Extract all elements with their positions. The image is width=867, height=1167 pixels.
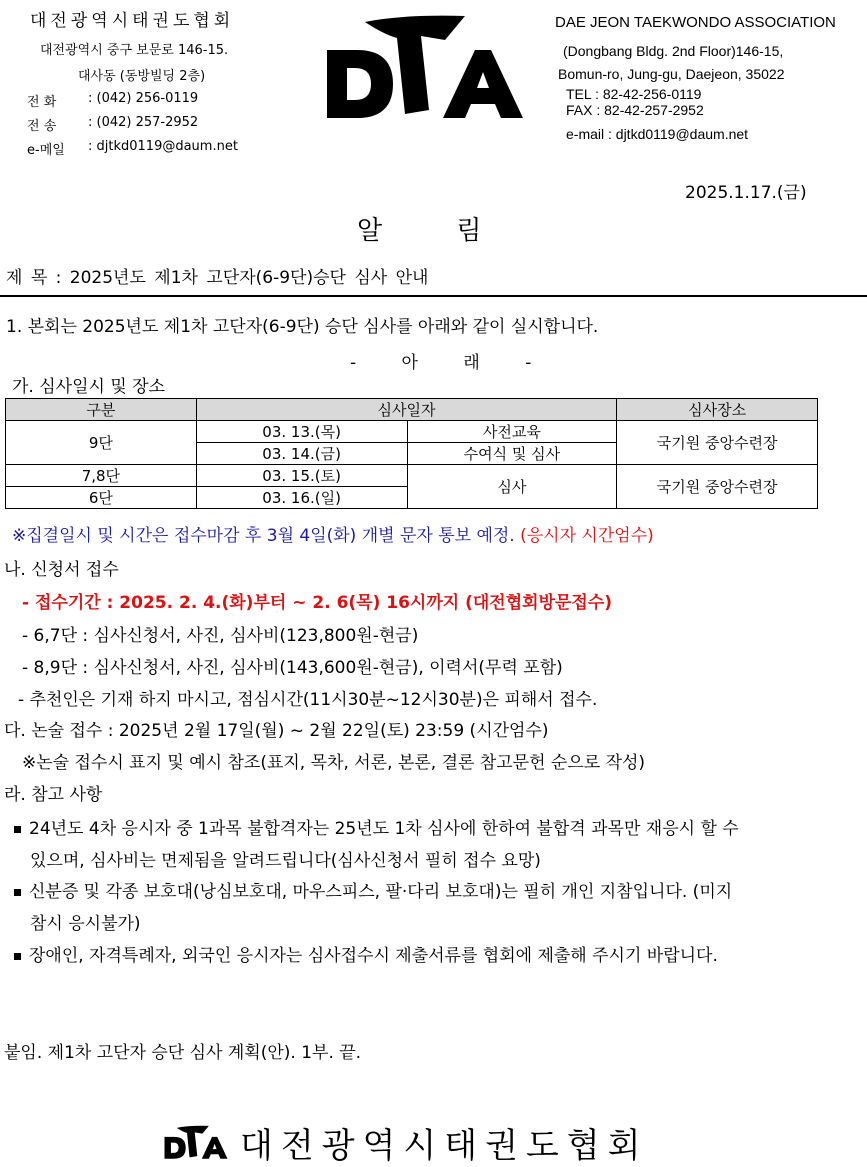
- header-venue: 심사장소: [617, 399, 818, 421]
- essay-note: ※논술 접수시 표지 및 예시 참조(표지, 목차, 서론, 본론, 결론 참고문헌 순으로 작성): [22, 753, 646, 773]
- bullet-icon: [14, 826, 21, 833]
- attachment-line: 붙임. 제1차 고단자 승단 심사 계획(안). 1부. 끝.: [4, 1043, 362, 1063]
- org-name-kr: 대전광역시태권도협회: [30, 11, 235, 31]
- subject-line: 제 목 : 2025년도 제1차 고단자(6-9단)승단 심사 안내: [6, 268, 429, 288]
- event-cell: 수여식 및 심사: [407, 443, 617, 465]
- address-kr-line2: 대사동 (동방빌딩 2층): [78, 69, 206, 84]
- application-period: - 접수기간 : 2025. 2. 4.(화)부터 ~ 2. 6(목) 16시까지 (대전협회방문접수): [22, 593, 613, 613]
- table-header-row: [6, 399, 818, 421]
- email-en: e-mail : djtkd0119@daum.net: [566, 126, 749, 142]
- tel-en: TEL : 82-42-256-0119: [566, 86, 702, 102]
- gather-note-text: ※집결일시 및 시간은 접수마감 후 3월 4일(화) 개별 문자 통보 예정.: [12, 526, 515, 546]
- subject-divider: [0, 295, 867, 297]
- address-en-line2: Bomun-ro, Jung-gu, Daejeon, 35022: [558, 66, 785, 82]
- tel-label: 전 화: [27, 95, 57, 110]
- gather-note-red: (응시자 시간엄수): [520, 526, 654, 546]
- footer-org-name: 대전광역시태권도협회: [240, 1126, 649, 1166]
- requirement-note: - 추천인은 기재 하지 마시고, 점심시간(11시30분~12시30분)은 피해서 접수.: [18, 690, 598, 710]
- section-ga: 가. 심사일시 및 장소: [12, 377, 165, 397]
- address-en-line1: (Dongbang Bldg. 2nd Floor)146-15,: [563, 43, 784, 59]
- date-cell: 03. 14.(금): [196, 443, 407, 465]
- reference-item-1: 24년도 4차 응시자 중 1과목 불합격자는 25년도 1차 심사에 한하여 불합격 과목만 재응시 할 수: [14, 814, 739, 839]
- section-na: 나. 신청서 접수: [4, 560, 119, 580]
- email-label: e-메일: [27, 143, 65, 158]
- below-marker: - 아 래 -: [350, 353, 532, 373]
- venue-cell: 국기원 중앙수련장: [617, 421, 818, 465]
- event-cell: 사전교육: [407, 421, 617, 443]
- requirement-6-7: - 6,7단 : 심사신청서, 사진, 심사비(123,800원-현금): [22, 626, 419, 646]
- document-date: 2025.1.17.(금): [685, 183, 807, 203]
- fax-label: 전 송: [27, 119, 57, 134]
- org-name-en: DAE JEON TAEKWONDO ASSOCIATION: [555, 14, 836, 31]
- date-cell: 03. 15.(토): [196, 465, 407, 487]
- date-cell: 03. 13.(목): [196, 421, 407, 443]
- gather-note: [12, 521, 654, 546]
- reference-item-1-cont: 있으며, 심사비는 면제됨을 알려드립니다(심사신청서 필히 접수 요망): [30, 851, 541, 871]
- footer-logo: [160, 1124, 232, 1164]
- fax-en: FAX : 82-42-257-2952: [566, 102, 704, 118]
- bullet-icon: [14, 953, 21, 960]
- header-date: 심사일자: [196, 399, 616, 421]
- reference-item-3: 장애인, 자격특례자, 외국인 응시자는 심사접수시 제출서류를 협회에 제출해 주시기 바랍니다.: [14, 941, 718, 966]
- reference-item-2-cont: 참시 응시불가): [30, 914, 141, 934]
- section-ra: 라. 참고 사항: [4, 785, 103, 805]
- schedule-table: [5, 398, 818, 509]
- section-da: 다. 논술 접수 : 2025년 2월 17일(월) ~ 2월 22일(토) 23:59 (시간엄수): [4, 721, 549, 741]
- address-kr-line1: 대전광역시 중구 보문로 146-15.: [40, 43, 229, 58]
- venue-cell: 국기원 중앙수련장: [617, 465, 818, 509]
- header-category: 구분: [6, 399, 197, 421]
- requirement-8-9: - 8,9단 : 심사신청서, 사진, 심사비(143,600원-현금), 이력서(무력 포함): [22, 658, 563, 678]
- dta-logo: [325, 10, 525, 122]
- paragraph-1: 1. 본회는 2025년도 제1차 고단자(6-9단) 승단 심사를 아래와 같이 실시합니다.: [6, 317, 599, 337]
- grade-9: 9단: [6, 421, 197, 465]
- email-value: : djtkd0119@daum.net: [88, 139, 238, 154]
- table-row: [6, 465, 818, 487]
- notice-title: 알 림: [357, 216, 482, 246]
- grade-6: 6단: [6, 487, 197, 509]
- reference-item-2: 신분증 및 각종 보호대(낭심보호대, 마우스피스, 팔·다리 보호대)는 필히 개인 지참입니다. (미지: [14, 877, 732, 902]
- date-cell: 03. 16.(일): [196, 487, 407, 509]
- bullet-icon: [14, 889, 21, 896]
- event-cell: 심사: [407, 465, 617, 509]
- table-row: [6, 421, 818, 443]
- fax-value: : (042) 257-2952: [88, 115, 199, 130]
- tel-value: : (042) 256-0119: [88, 91, 199, 106]
- grade-7-8: 7,8단: [6, 465, 197, 487]
